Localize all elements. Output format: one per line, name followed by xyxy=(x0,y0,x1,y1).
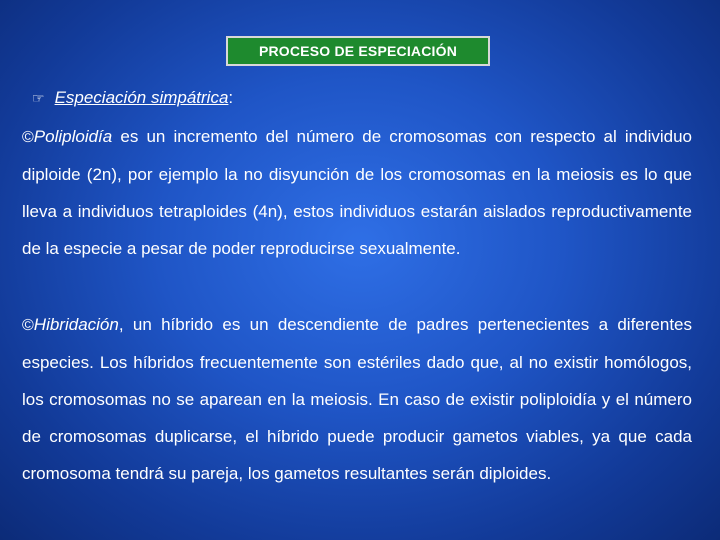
subheading xyxy=(32,88,233,108)
copyright-bullet-icon: © xyxy=(22,129,34,146)
slide-title: PROCESO DE ESPECIACIÓN xyxy=(258,43,458,59)
copyright-bullet-icon: © xyxy=(22,317,34,334)
subheading-text: Especiación simpátrica xyxy=(54,88,229,107)
paragraph-text: , un híbrido es un descendiente de padres pertenecientes a diferentes especies. Los híbridos frecuentemente son estériles dado que, al no existir homólogos, los cromosomas no se aparean en la meiosis. En caso de existir poliploidía y el número de cromosomas duplicarse, el híbrido puede producir gametos viables, ya que cada cromosoma tendrá su pareja, los gametos resultantes serán diploides. xyxy=(22,315,692,483)
paragraph-poliploidia xyxy=(22,118,692,267)
term-poliploidia: Poliploidía xyxy=(33,127,113,146)
paragraph-text: es un incremento del número de cromosomas con respecto al individuo diploide (2n), por ejemplo la no disyunción de los cromosomas en la meiosis es lo que lleva a individuos tetraploides (4n), estos individuos estarán aislados reproductivamente de la especie a pesar de poder reproducirse sexualmente. xyxy=(22,127,692,258)
term-hibridacion: Hibridación xyxy=(33,315,119,334)
slide-title-box xyxy=(226,36,490,66)
paragraph-hibridacion xyxy=(22,306,692,492)
pointing-hand-icon: ☞ xyxy=(32,89,45,106)
subheading-colon: : xyxy=(228,88,234,107)
